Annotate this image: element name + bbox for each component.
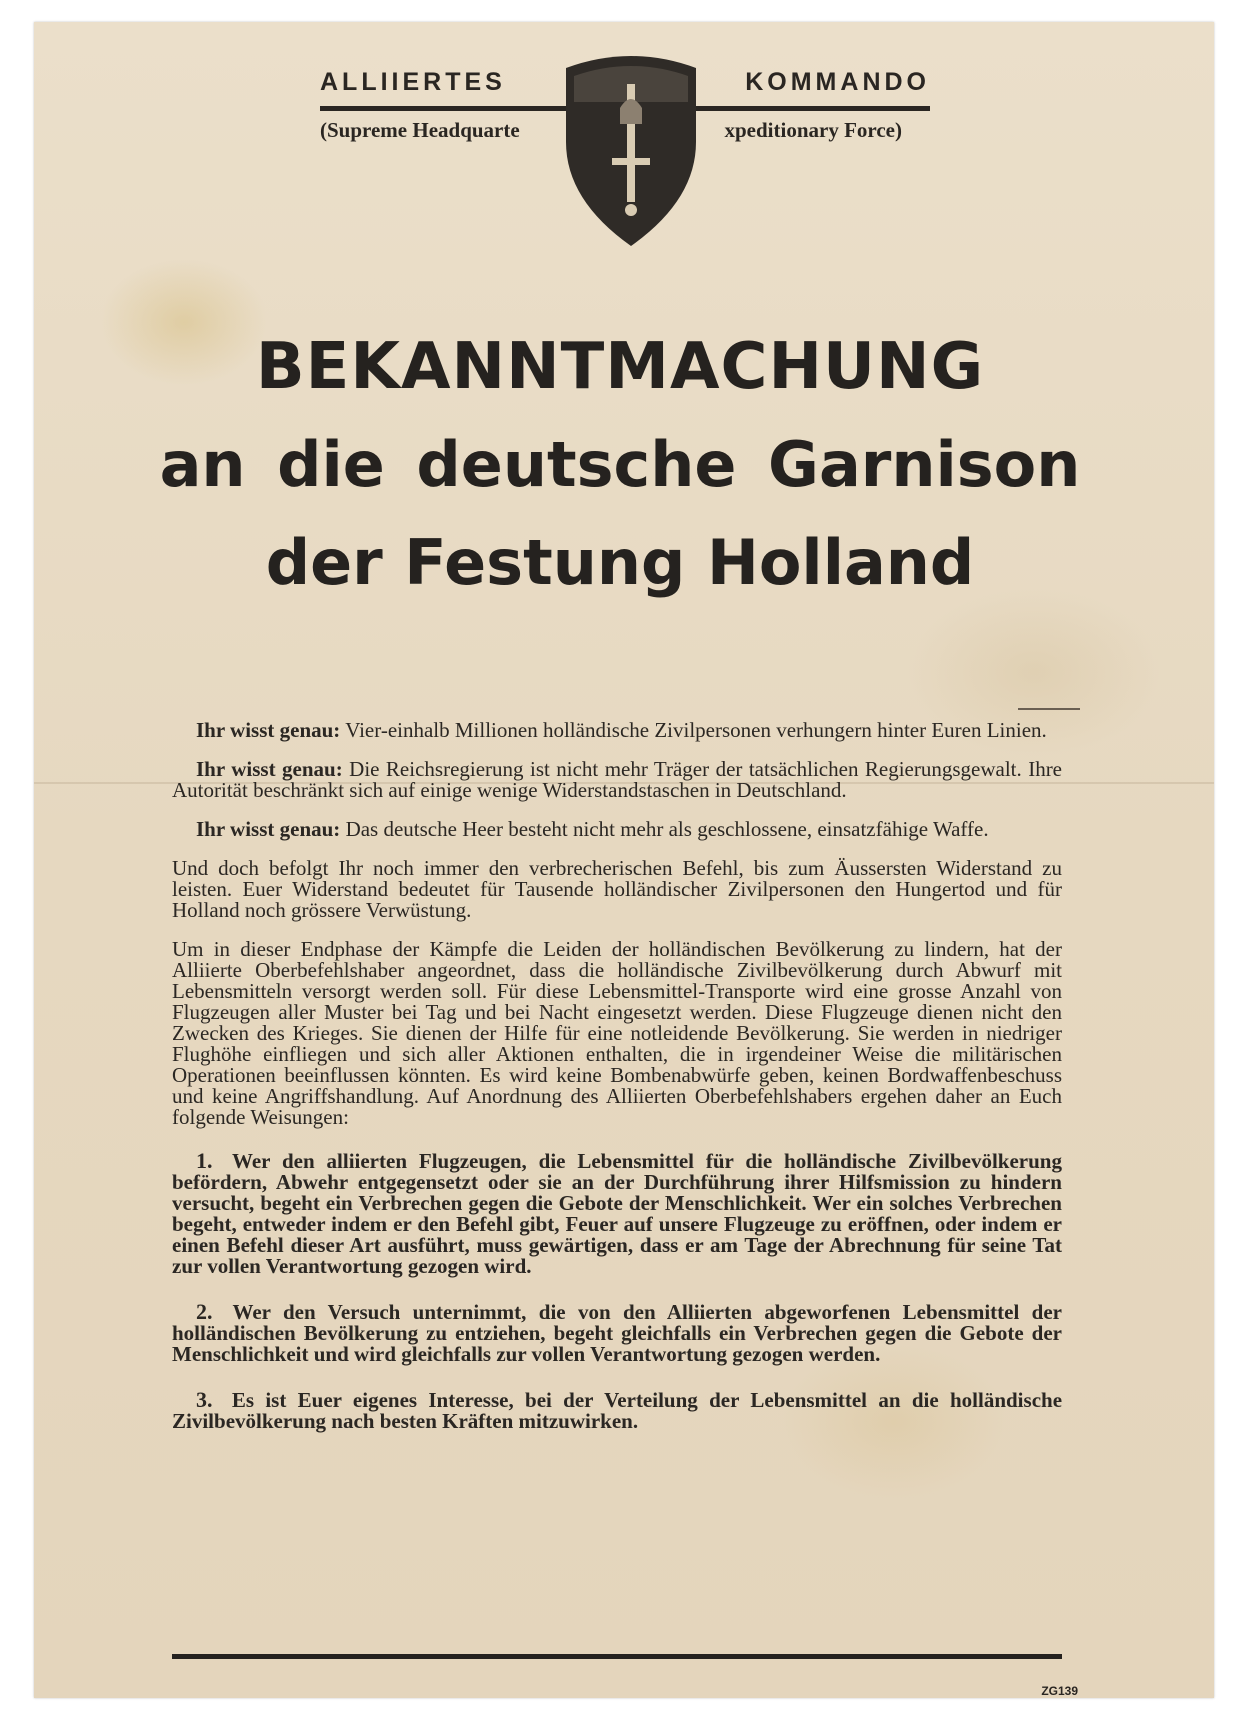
org-subtitle-left: (Supreme Headquarte — [320, 118, 520, 142]
shaef-shoulder-patch-icon — [556, 50, 706, 250]
paragraph-text: Die Reichsregierung ist nicht mehr Träger der tatsächlichen Regierungsgewalt. Ihre Autorität beschränkt sich auf einige wenige Widerstandstaschen in Deutschland. — [172, 757, 1063, 802]
print-code: ZG139 — [1041, 1684, 1078, 1698]
headline-line-1: BEKANNTMACHUNG — [255, 330, 985, 404]
body-text — [172, 720, 1062, 1456]
directive-number: 2. — [196, 1299, 213, 1324]
paragraph-text: Um in dieser Endphase der Kämpfe die Leiden der holländischen Bevölkerung zu lindern, hat der Alliierte Oberbefehlshaber angeordnet, dass die holländische Zivilbevölkerung durch Abwurf mit Lebensmitteln versorgt werden soll. Für diese Lebensmittel-Transporte wird eine grosse Anzahl von Flugzeugen aller Muster bei Tag und bei Nacht eingesetzt werden. Diese Flugzeuge dienen nicht den Zwecken des Krieges. Sie dienen der Hilfe für eine notleidende Bevölkerung. Sie werden in niedriger Flughöhe einfliegen und sich aller Aktionen enthalten, die in irgendeiner Weise die militärischen Operationen beeinflussen könnten. Es wird keine Bombenabwürfe geben, keinen Bordwaffenbeschuss und keine Angriffshandlung. Auf Anordnung des Alliierten Oberbefehlshabers ergehen daher an Euch folgende Weisungen: — [172, 937, 1062, 1129]
directive-1 — [172, 1150, 1062, 1277]
paragraph-text: Das deutsche Heer besteht nicht mehr als geschlossene, einsatzfähige Waffe. — [345, 817, 989, 841]
org-title-left: ALLIIERTES — [320, 68, 506, 96]
paragraph-2 — [172, 759, 1062, 801]
paragraph-text: Vier-einhalb Millionen holländische Zivilpersonen verhungern hinter Euren Linien. — [345, 718, 1047, 742]
paragraph-3 — [172, 819, 1062, 840]
org-subtitle-right: xpeditionary Force) — [724, 118, 902, 142]
paragraph-lead: Ihr wisst genau: — [196, 757, 343, 781]
directive-3 — [172, 1389, 1062, 1432]
paragraph-text: Und doch befolgt Ihr noch immer den verbrecherischen Befehl, bis zum Äussersten Widerstand zu leisten. Euer Widerstand bedeutet für Tausende holländischer Zivilpersonen den Hungertod und für Holland noch grössere Verwüstung. — [172, 856, 1062, 922]
paragraph-1 — [172, 720, 1062, 741]
directive-text: Es ist Euer eigenes Interesse, bei der Verteilung der Lebensmittel an die holländische Zivilbevölkerung nach besten Kräften mitzuwirken. — [172, 1388, 1063, 1433]
headline-line-2: an die deutsche Garnison — [159, 428, 1081, 501]
directive-2 — [172, 1301, 1062, 1365]
org-title-right: KOMMANDO — [745, 68, 930, 96]
paragraph-5 — [172, 939, 1062, 1128]
short-divider — [1018, 708, 1080, 710]
directive-number: 1. — [196, 1148, 213, 1173]
bottom-rule — [172, 1654, 1062, 1659]
directive-text: Wer den Versuch unternimmt, die von den Alliierten abgeworfenen Lebensmittel der holländischen Bevölkerung zu entziehen, begeht gleichfalls ein Verbrechen gegen die Gebote der Menschlichkeit und wird gleichfalls zur vollen Verantwortung gezogen werden. — [172, 1300, 1062, 1366]
paragraph-lead: Ihr wisst genau: — [196, 718, 341, 742]
directive-number: 3. — [196, 1387, 213, 1412]
headline-line-3: der Festung Holland — [265, 526, 975, 599]
directive-text: Wer den alliierten Flugzeugen, die Lebensmittel für die holländische Zivilbevölkerung befördern, Abwehr entgegensetzt oder sie an der Durchführung ihrer Hilfsmission zu hindern versucht, begeht ein Verbrechen gegen die Gebote der Menschlichkeit. Wer ein solches Verbrechen begeht, entweder indem er den Befehl gibt, Feuer auf unsere Flugzeuge zu eröffnen, oder indem er einen Befehl dieser Art ausführt, muss gewärtigen, dass er am Tage der Abrechnung für seine Tat zur vollen Verantwortung gezogen wird. — [172, 1149, 1062, 1278]
paragraph-4 — [172, 858, 1062, 921]
paragraph-lead: Ihr wisst genau: — [196, 817, 341, 841]
